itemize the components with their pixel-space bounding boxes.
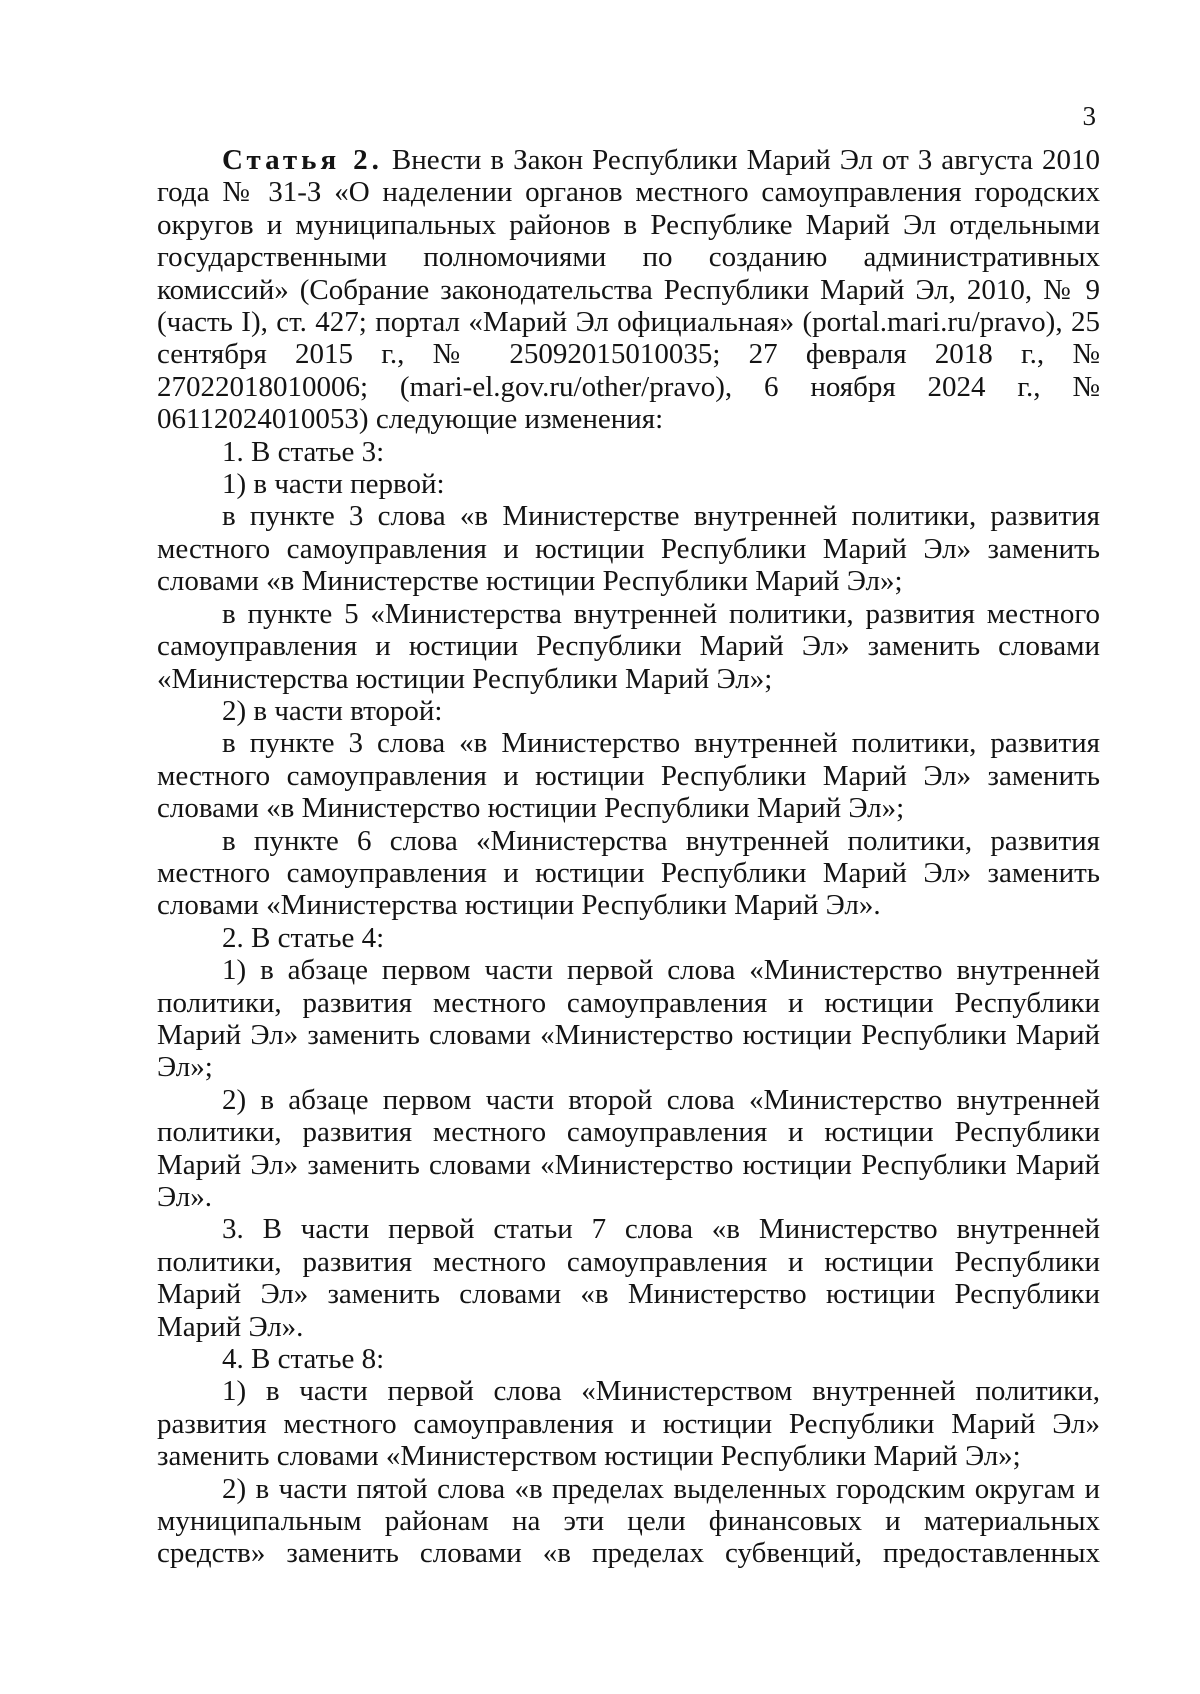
amendment-paragraph: 2) в абзаце первом части второй слова «Министерство внутренней политики, развития местного самоуправления и юстиции Республики Марий Эл» заменить словами «Министерство юстиции Республики Марий Эл». xyxy=(157,1083,1100,1213)
page-number: 3 xyxy=(1082,101,1096,131)
amendment-paragraph: в пункте 3 слова «в Министерство внутренней политики, развития местного самоуправления и юстиции Республики Марий Эл» заменить словами «в Министерство юстиции Республики Марий Эл»; xyxy=(157,727,1100,825)
subitem-1-2-heading: 2) в части второй: xyxy=(222,694,443,727)
subitem-1-1-heading: 1) в части первой: xyxy=(222,468,445,501)
document-body xyxy=(157,144,1100,1570)
amendment-paragraph-continued: 2) в части пятой слова «в пределах выделенных городским округам и муниципальным районам на эти цели финансовых и материальных средств» заменить словами «в пределах субвенций, предоставленных xyxy=(157,1472,1100,1570)
article-intro-text: Внести в Закон Республики Марий Эл от 3 августа 2010 года № 31-З «О наделении органов местного самоуправления городских округов и муниципальных районов в Республике Марий Эл отдельными государственными полномочиями по созданию административных комиссий» (Собрание законодательства Республики Марий Эл, 2010, № 9 (часть I), ст. 427; портал «Марий Эл официальная» (portal.mari.ru/pravo), 25 сентября 2015 г., № 25092015010035; 27 февраля 2018 г., № 27022018010006; (mari-el.gov.ru/other/pravo), 6 ноября 2024 г., № 06112024010053) следующие изменения: xyxy=(157,144,1101,436)
item-3-paragraph: 3. В части первой статьи 7 слова «в Министерство внутренней политики, развития местного самоуправления и юстиции Республики Марий Эл» заменить словами «в Министерство юстиции Республики Марий Эл». xyxy=(157,1213,1100,1343)
article-2-paragraph xyxy=(157,144,1100,436)
item-1-heading: 1. В статье 3: xyxy=(222,435,385,468)
item-4-heading: 4. В статье 8: xyxy=(222,1343,385,1376)
amendment-paragraph: 1) в части первой слова «Министерством внутренней политики, развития местного самоуправления и юстиции Республики Марий Эл» заменить словами «Министерством юстиции Республики Марий Эл»; xyxy=(157,1375,1100,1473)
article-title: Статья 2. xyxy=(222,144,383,176)
amendment-paragraph: в пункте 5 «Министерства внутренней политики, развития местного самоуправления и юстиции Республики Марий Эл» заменить словами «Министерства юстиции Республики Марий Эл»; xyxy=(157,597,1100,695)
amendment-paragraph: 1) в абзаце первом части первой слова «Министерство внутренней политики, развития местного самоуправления и юстиции Республики Марий Эл» заменить словами «Министерство юстиции Республики Марий Эл»; xyxy=(157,954,1100,1084)
amendment-paragraph: в пункте 3 слова «в Министерстве внутренней политики, развития местного самоуправления и юстиции Республики Марий Эл» заменить словами «в Министерстве юстиции Республики Марий Эл»; xyxy=(157,500,1100,598)
item-2-heading: 2. В статье 4: xyxy=(222,921,385,954)
amendment-paragraph: в пункте 6 слова «Министерства внутренней политики, развития местного самоуправления и юстиции Республики Марий Эл» заменить словами «Министерства юстиции Республики Марий Эл». xyxy=(157,824,1100,922)
